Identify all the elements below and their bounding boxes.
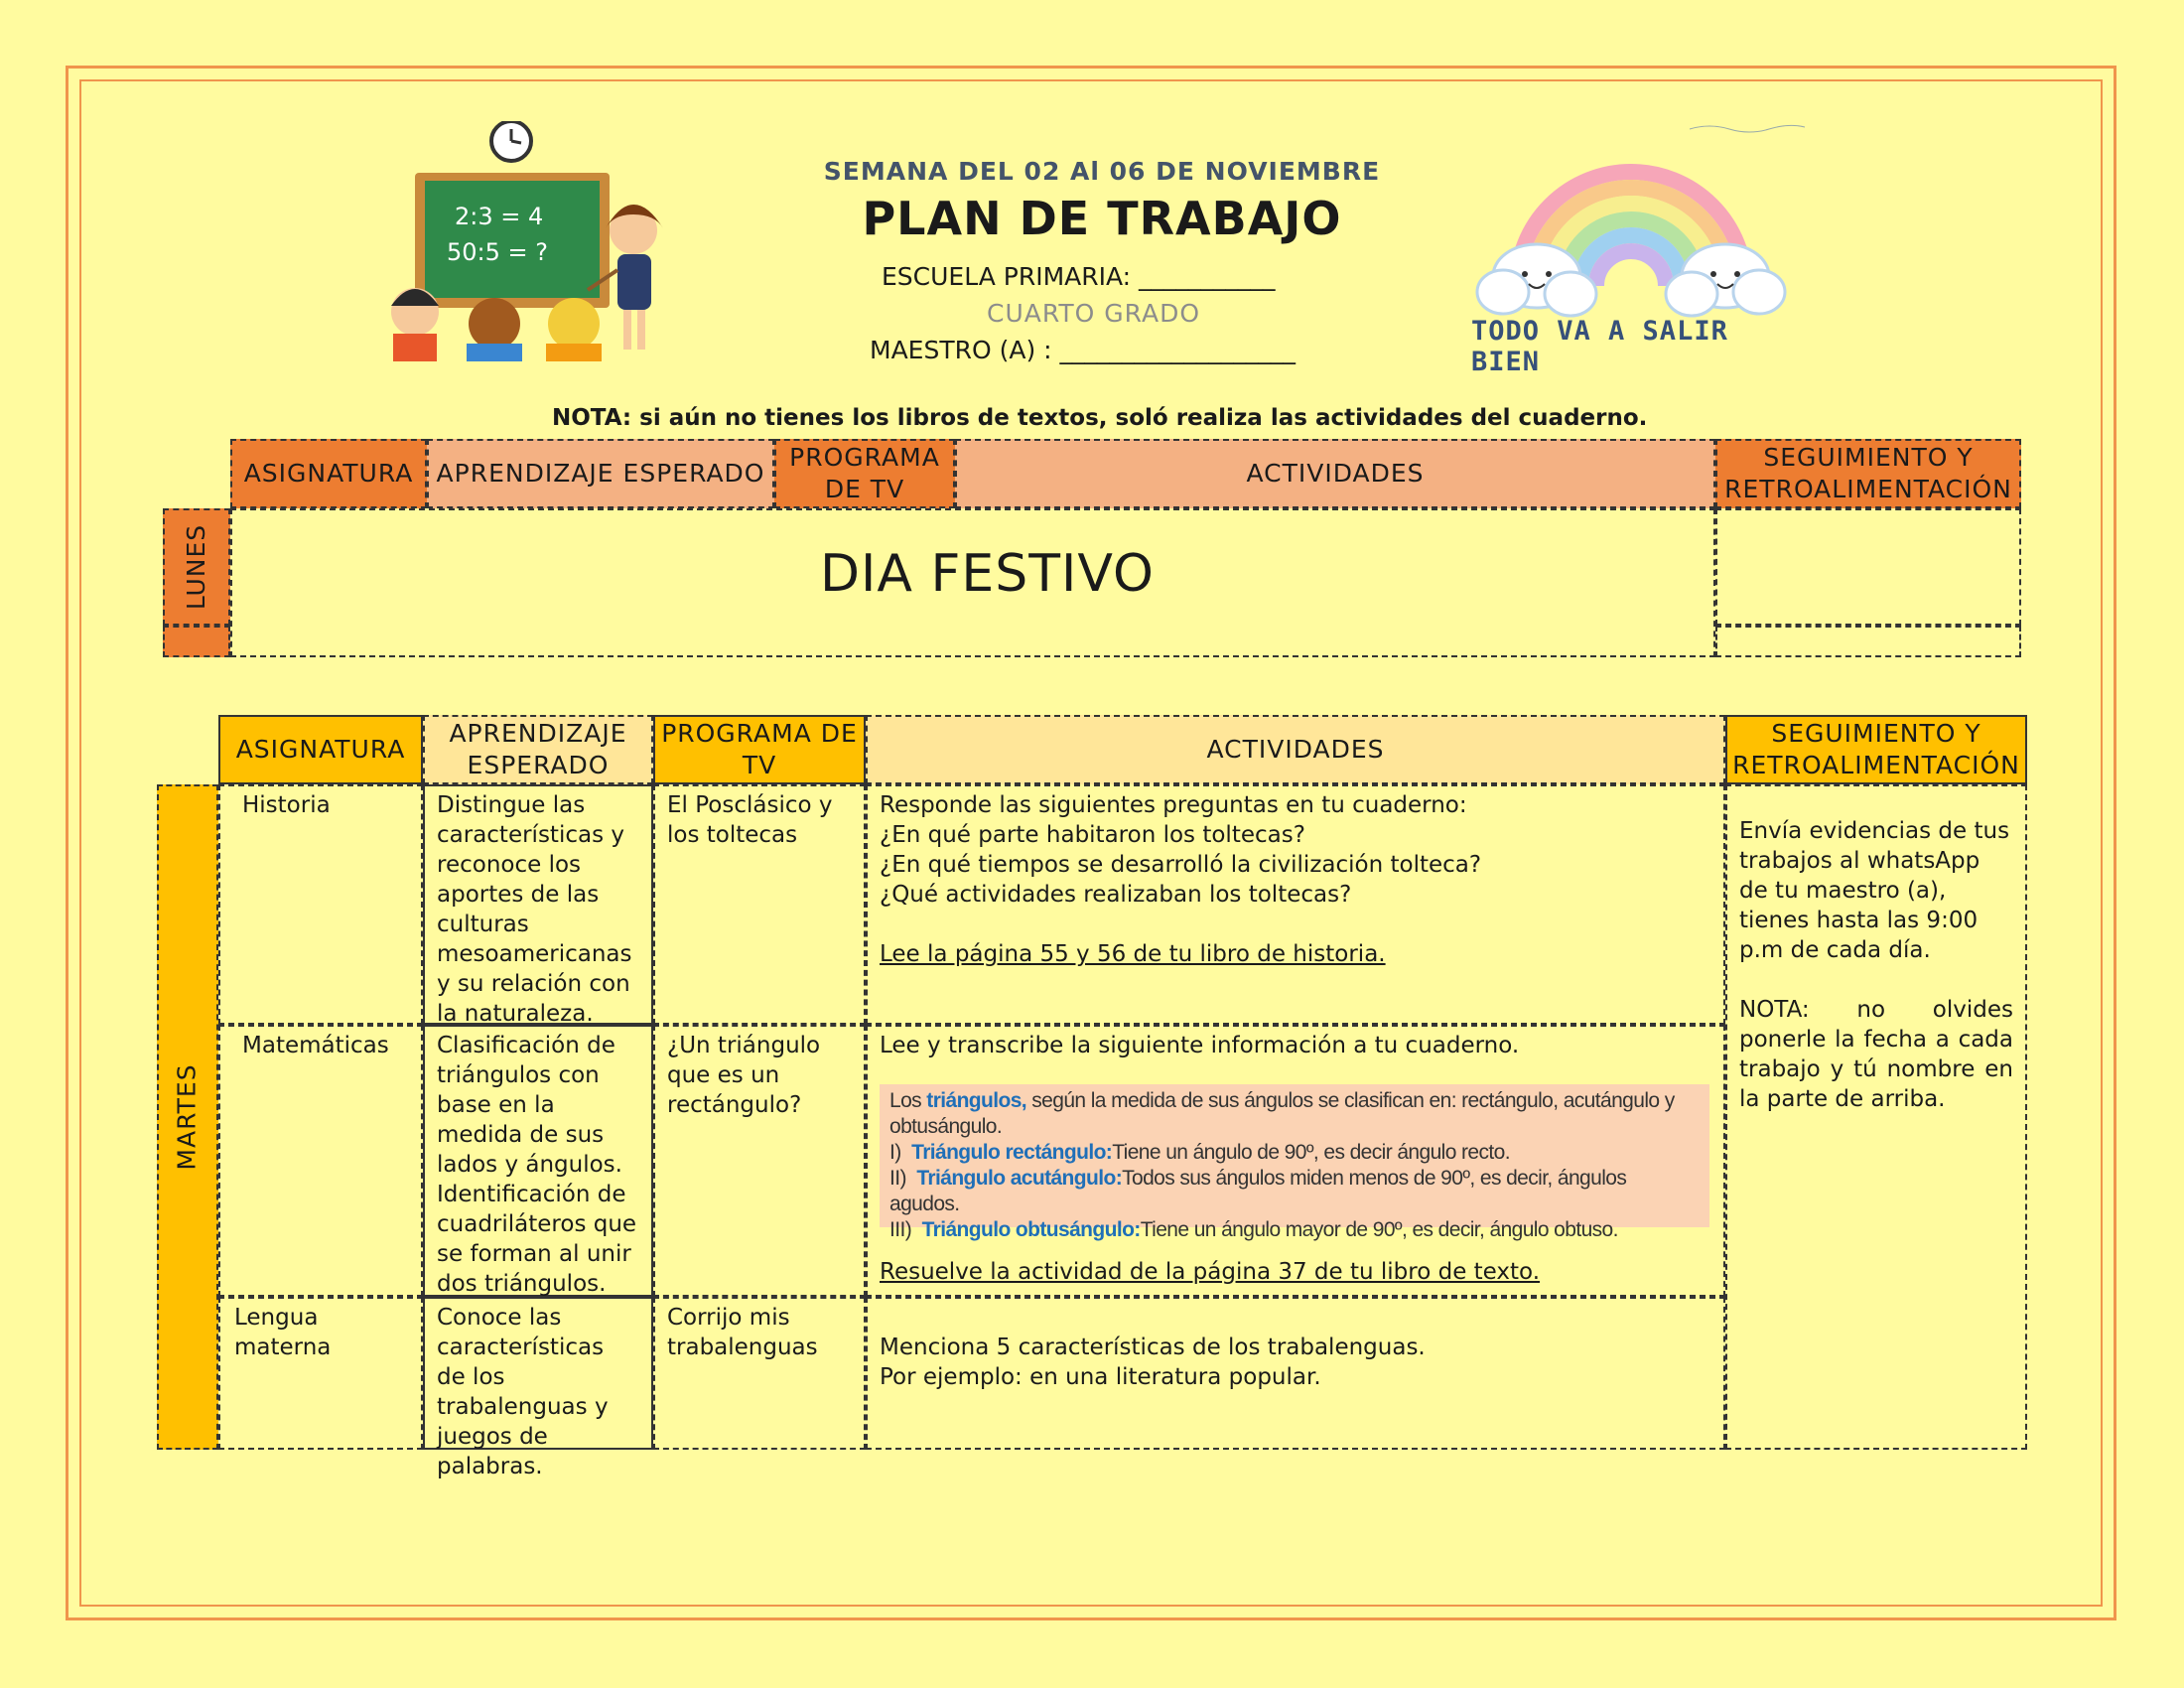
page-title: PLAN DE TRABAJO xyxy=(862,192,1342,245)
tuesday-label: MARTES xyxy=(173,1063,203,1171)
triangle-type-item xyxy=(889,1217,1700,1243)
mon-header-tv: PROGRAMA DE TV xyxy=(774,439,955,508)
followup-text: Envía evidencias de tus trabajos al whatsApp de tu maestro (a), tienes hasta las 9:00 p.m de cada día. xyxy=(1739,818,2010,963)
triangle-type-num: I) xyxy=(889,1141,901,1164)
note-text: NOTA: si aún no tienes los libros de textos, soló realiza las actividades del cuaderno. xyxy=(552,405,1648,431)
classroom-illustration xyxy=(375,121,671,361)
triangle-type-term: Triángulo rectángulo: xyxy=(911,1141,1113,1164)
historia-activity-line: Responde las siguientes preguntas en tu cuaderno: xyxy=(880,792,1467,818)
triangles-intro-pre: Los xyxy=(889,1089,927,1112)
triangles-term: triángulos, xyxy=(926,1089,1027,1112)
lengua-subject: Lengua materna xyxy=(218,1297,423,1450)
school-field: ESCUELA PRIMARIA: ___________ xyxy=(882,262,1276,291)
mon-header-activities: ACTIVIDADES xyxy=(955,439,1715,508)
historia-activity-line: ¿Qué actividades realizaban los toltecas? xyxy=(880,882,1352,908)
triangles-intro-post: según la medida de sus ángulos se clasifican en: rectángulo, acutángulo y obtusángulo. xyxy=(889,1089,1675,1138)
tue-header-followup: SEGUIMIENTO Y RETROALIMENTACIÓN xyxy=(1725,715,2027,784)
tuesday-label-cell xyxy=(157,784,218,1450)
monday-label: LUNES xyxy=(182,523,211,611)
monday-followup-foot xyxy=(1715,626,2021,657)
logo-slogan: TODO VA A SALIR BIEN xyxy=(1471,316,1728,377)
triangle-type-text: Todos sus ángulos miden menos de 90º, es decir, ángulos agudos. xyxy=(889,1167,1627,1215)
board-line-1: 2:3 = 4 xyxy=(455,203,544,230)
triangle-type-text: Tiene un ángulo de 90º, es decir ángulo recto. xyxy=(1112,1141,1510,1164)
matematicas-intro: Lee y transcribe la siguiente información a tu cuaderno. xyxy=(880,1033,1520,1058)
monday-label-foot xyxy=(163,626,230,657)
triangle-type-num: II) xyxy=(889,1167,906,1190)
matematicas-subject: Matemáticas xyxy=(218,1025,423,1297)
triangle-type-item xyxy=(889,1166,1700,1217)
tue-header-subject: ASIGNATURA xyxy=(218,715,423,784)
historia-reading-task: Lee la página 55 y 56 de tu libro de historia. xyxy=(880,941,1386,967)
lengua-activities xyxy=(866,1297,1725,1450)
matematicas-book-task: Resuelve la actividad de la página 37 de tu libro de texto. xyxy=(880,1259,1541,1285)
triangle-type-item xyxy=(889,1140,1700,1166)
triangle-type-num: III) xyxy=(889,1218,912,1241)
signature-mark xyxy=(1688,123,1807,133)
historia-learning: Distingue las características y reconoce los aportes de las culturas mesoamericanas y su relación con la naturaleza. xyxy=(423,784,653,1025)
matematicas-tv: ¿Un triángulo que es un rectángulo? xyxy=(653,1025,866,1297)
tuesday-followup xyxy=(1725,784,2027,1450)
historia-activity-line: ¿En qué parte habitaron los toltecas? xyxy=(880,822,1305,848)
teacher-field: MAESTRO (A) : ___________________ xyxy=(870,336,1297,364)
historia-activity-line: ¿En qué tiempos se desarrolló la civilización tolteca? xyxy=(880,852,1482,878)
week-range: SEMANA DEL 02 Al 06 DE NOVIEMBRE xyxy=(823,157,1381,186)
header-block xyxy=(814,157,1390,245)
festivo-text: DIA FESTIVO xyxy=(820,544,1155,604)
triangle-type-term: Triángulo obtusángulo: xyxy=(921,1218,1141,1241)
followup-note: NOTA: no olvides ponerle la fecha a cada trabajo y tú nombre en la parte de arriba. xyxy=(1739,997,2013,1112)
historia-subject: Historia xyxy=(218,784,423,1025)
tue-header-activities: ACTIVIDADES xyxy=(866,715,1725,784)
board-line-2: 50:5 = ? xyxy=(447,238,548,266)
lengua-tv: Corrijo mis trabalenguas xyxy=(653,1297,866,1450)
lengua-learning: Conoce las características de los trabalenguas y juegos de palabras. xyxy=(423,1297,653,1450)
triangles-info-box xyxy=(880,1084,1709,1241)
historia-tv: El Posclásico y los toltecas xyxy=(653,784,866,1025)
triangle-type-text: Tiene un ángulo mayor de 90º, es decir, ángulo obtuso. xyxy=(1140,1218,1618,1241)
monday-followup-cell xyxy=(1715,508,2021,626)
mon-header-learning: APRENDIZAJE ESPERADO xyxy=(427,439,774,508)
matematicas-learning: Clasificación de triángulos con base en la medida de sus lados y ángulos. Identificación de cuadriláteros que se forman al unir dos triángulos. xyxy=(423,1025,653,1297)
grade-label: CUARTO GRADO xyxy=(987,299,1201,328)
triangle-type-term: Triángulo acutángulo: xyxy=(916,1167,1123,1190)
lengua-activity-line: Por ejemplo: en una literatura popular. xyxy=(880,1364,1321,1390)
historia-activities xyxy=(866,784,1725,1025)
mon-header-subject: ASIGNATURA xyxy=(230,439,427,508)
monday-label-cell xyxy=(163,508,230,626)
lengua-activity-line: Menciona 5 características de los trabalenguas. xyxy=(880,1335,1426,1360)
mon-header-followup: SEGUIMIENTO Y RETROALIMENTACIÓN xyxy=(1715,439,2021,508)
triangles-intro xyxy=(889,1088,1700,1140)
tue-header-tv: PROGRAMA DE TV xyxy=(653,715,866,784)
tue-header-learning: APRENDIZAJE ESPERADO xyxy=(423,715,653,784)
